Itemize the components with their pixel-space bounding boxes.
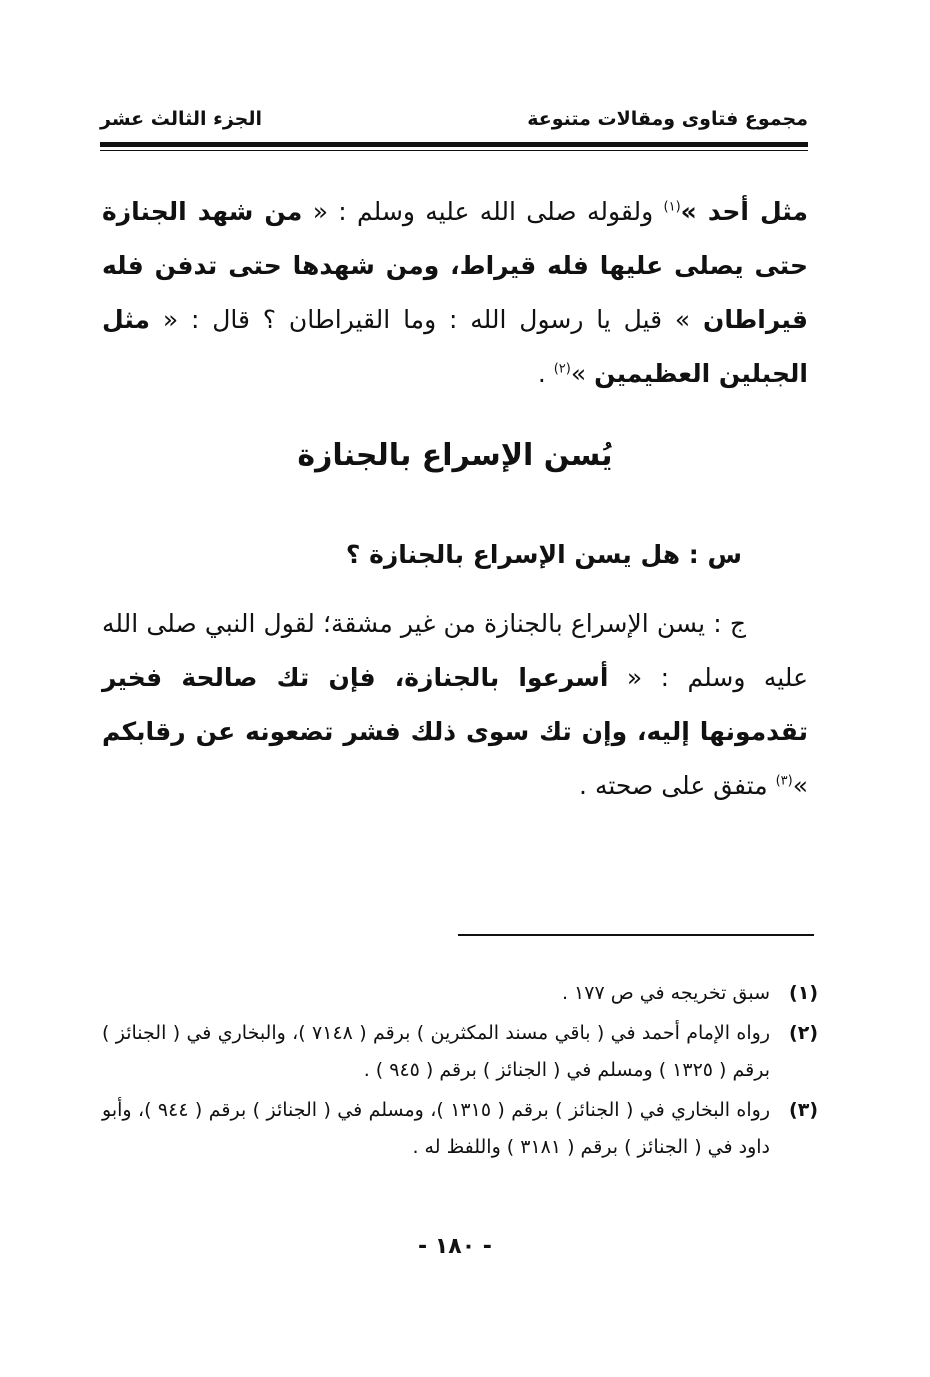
- paragraph-hadith-qirat: [102, 185, 808, 401]
- running-header: [100, 108, 808, 138]
- page-number: - ١٨٠ -: [418, 1234, 492, 1259]
- book-title: مجموع فتاوى ومقالات متنوعة: [527, 108, 808, 130]
- answer-text-4: متفق على صحته .: [579, 771, 776, 800]
- footnotes: [102, 975, 818, 1169]
- footnote-text: رواه البخاري في ( الجنائز ) برقم ( ١٣١٥ )، ومسلم في ( الجنائز ) برقم ( ٩٤٤ )، وأبو داود في ( الجنائز ) برقم ( ٣١٨١ ) واللفظ له .: [102, 1099, 770, 1158]
- footnote-ref-1: (١): [663, 199, 681, 215]
- footnote-number: (٣): [789, 1099, 818, 1121]
- header-rule-thick: [100, 142, 808, 147]
- answer-text-3: »: [792, 771, 808, 800]
- footnote-separator: [458, 934, 814, 936]
- paragraph1-text-1: مثل أحد »: [680, 197, 808, 226]
- answer-paragraph: [102, 597, 808, 813]
- answer-text-1: ج : يسن الإسراع بالجنازة من غير مشقة؛ لقول النبي صلى الله عليه وسلم : «: [102, 609, 808, 692]
- footnote-number: (٢): [789, 1022, 818, 1044]
- paragraph1-text-6: »: [570, 359, 595, 388]
- footnote-number: (١): [789, 982, 818, 1004]
- section-heading: يُسن الإسراع بالجنازة: [297, 438, 613, 473]
- footnote-ref-2: (٢): [553, 361, 571, 377]
- header-rule-thin: [100, 150, 808, 151]
- footnote-2: [102, 1015, 818, 1089]
- question-text: س : هل يسن الإسراع بالجنازة ؟: [345, 540, 742, 569]
- paragraph1-hadith-text-2: مثل الجبلين العظيمين: [102, 305, 808, 388]
- footnote-text: رواه الإمام أحمد في ( باقي مسند المكثرين ) برقم ( ٧١٤٨ )، والبخاري في ( الجنائز ) برقم ( ١٣٢٥ ) ومسلم في ( الجنائز ) برقم ( ٩٤٥ ) .: [102, 1022, 770, 1081]
- footnote-1: [102, 975, 818, 1012]
- answer-hadith-text: أسرعوا بالجنازة، فإن تك صالحة فخير تقدمونها إليه، وإن تك سوى ذلك فشر تضعونه عن رقابكم: [102, 663, 808, 746]
- paragraph1-text-2: ولقوله صلى الله عليه وسلم : «: [302, 197, 664, 226]
- volume-label: الجزء الثالث عشر: [100, 108, 263, 130]
- paragraph1-text-7: .: [537, 359, 554, 388]
- footnote-text: سبق تخريجه في ص ١٧٧ .: [561, 982, 770, 1004]
- paragraph1-text-4: » قيل يا رسول الله : وما القيراطان ؟ قال : «: [150, 305, 704, 334]
- footnote-3: [102, 1092, 818, 1166]
- paragraph1-hadith-text: من شهد الجنازة حتى يصلى عليها فله قيراط، ومن شهدها حتى تدفن فله قيراطان: [102, 197, 808, 334]
- footnote-ref-3: (٣): [775, 773, 793, 789]
